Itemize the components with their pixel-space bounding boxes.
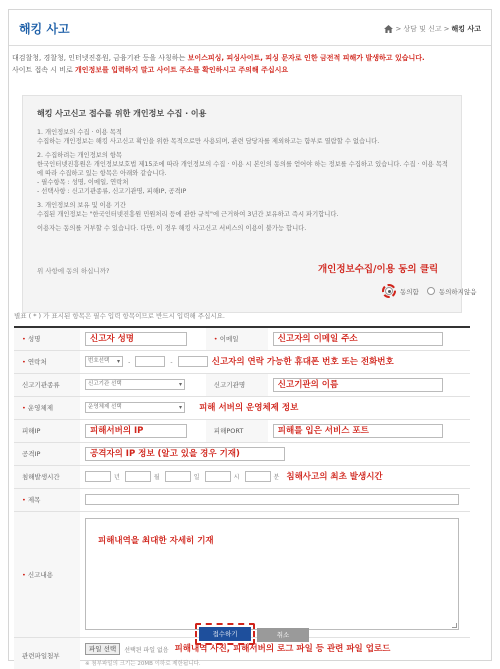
victim-ip-label: 피해IP: [14, 419, 80, 442]
phone-dash: -: [170, 358, 173, 366]
org-type-select[interactable]: 신고기관 선택 ▾: [85, 379, 185, 390]
consent-body: [37, 128, 451, 238]
warning-text: 대검찰청, 경찰청, 인터넷진흥원, 금융기관 등을 사칭하는: [12, 54, 188, 62]
name-annotation[interactable]: 신고자 성명: [85, 332, 187, 346]
victim-port-cell: [268, 419, 470, 442]
breadcrumb-sep: >: [395, 25, 402, 33]
unit-day: 일: [193, 473, 200, 481]
resize-handle[interactable]: [452, 623, 457, 628]
subject-label: • 제목: [14, 488, 80, 511]
warning-text: 사이트 접속 시 비로: [12, 66, 75, 74]
consent-item: 이용자는 동의를 거부할 수 있습니다. 다만, 이 경우 해킹 사고신고 서비스의 이용이 불가능 합니다.: [37, 225, 307, 232]
year-input[interactable]: [85, 471, 111, 482]
agree-highlight: [382, 284, 396, 298]
attack-ip-label: 공격IP: [14, 442, 80, 465]
org-type-label: 신고기관종류: [14, 373, 80, 396]
agree-radio[interactable]: [385, 287, 393, 295]
file-annotation: 피해내역 사진, 피해서버의 로그 파일 등 관련 파일 업로드: [174, 644, 391, 654]
os-cell: [80, 396, 470, 419]
phone-dash: -: [128, 358, 131, 366]
email-label: • 이메일: [206, 327, 268, 350]
warning-highlight: 보이스피싱, 피싱사이트, 피싱 문자로 인한 금전적 피해가 발생하고 있습니다.: [187, 54, 425, 62]
time-label: 침해발생시간: [14, 465, 80, 488]
victim-port-label: 피해PORT: [206, 419, 268, 442]
cancel-button[interactable]: 취소: [257, 628, 309, 642]
disagree-label[interactable]: 동의하지않음: [438, 287, 477, 296]
consent-item: 수집하는 개인정보는 해킹 사고신고 확인을 위한 목적으로만 사용되며, 관련 담당자를 제외하고는 함부로 열람할 수 없습니다.: [37, 138, 380, 145]
org-name-annotation[interactable]: 신고기관의 이름: [273, 378, 443, 392]
file-status: 선택된 파일 없음: [124, 646, 169, 654]
content-annotation: 피해내역을 최대한 자세히 기재: [94, 535, 218, 547]
os-annotation: 피해 서버의 운영체제 정보: [199, 402, 299, 413]
unit-year: 년: [114, 473, 120, 481]
os-label: • 운영체제: [14, 396, 80, 419]
time-cell: [80, 465, 470, 488]
phone-label: • 연락처: [14, 350, 80, 373]
breadcrumb-sep: >: [443, 25, 450, 33]
day-input[interactable]: [165, 471, 191, 482]
submit-highlight: [195, 623, 255, 645]
phone-prefix-select[interactable]: 번호선택 ▾: [85, 356, 123, 367]
consent-item: 한국인터넷진흥원은 개인정보보호법 제15조에 따라 개인정보의 수집 · 이용 시 본인의 동의를 얻어야 하는 정보를 수집하고 있습니다. 수집 · 이용 목적에 따라 수집하고 있는 항목은 아래와 같습니다.: [37, 161, 448, 177]
page-title: 해킹 사고: [19, 22, 70, 36]
hour-input[interactable]: [205, 471, 231, 482]
email-cell: [268, 327, 470, 350]
file-select-button[interactable]: 파일 선택: [85, 643, 120, 655]
phone-cell: [80, 350, 470, 373]
phishing-warning: [12, 52, 472, 76]
minute-input[interactable]: [245, 471, 271, 482]
disagree-radio[interactable]: [427, 287, 435, 295]
warning-highlight: 개인정보를 입력하지 말고 사이트 주소를 확인하시고 주의해 주십시요: [75, 66, 289, 74]
breadcrumb-item-current: 해킹 사고: [451, 25, 481, 33]
month-input[interactable]: [125, 471, 151, 482]
home-icon[interactable]: [384, 25, 393, 33]
consent-title: 해킹 사고신고 접수를 위한 개인정보 수집 · 이용: [37, 109, 207, 118]
consent-item: 3. 개인정보의 보유 및 이용 기간: [37, 202, 127, 209]
unit-month: 월: [153, 473, 160, 481]
phone-middle-input[interactable]: [135, 356, 165, 367]
victim-port-annotation[interactable]: 피해를 입은 서비스 포트: [273, 424, 443, 438]
subject-input[interactable]: [85, 494, 459, 505]
org-name-cell: [268, 373, 470, 396]
agree-label[interactable]: 동의함: [400, 287, 419, 296]
report-form: [14, 326, 470, 669]
consent-question: 위 사항에 동의 하십니까?: [37, 267, 110, 275]
phone-annotation: 신고자의 연락 가능한 휴대폰 번호 또는 전화번호: [211, 356, 394, 367]
consent-item: - 선택사항 : 신고기관종류, 신고기관명, 피해IP, 공격IP: [37, 188, 187, 195]
form-row: [14, 488, 470, 511]
org-type-cell: [80, 373, 206, 396]
content-label: • 신고내용: [14, 511, 80, 637]
consent-radio-group: [382, 284, 477, 298]
org-name-label: 신고기관명: [206, 373, 268, 396]
victim-ip-annotation[interactable]: 피해서버의 IP: [85, 424, 187, 438]
attack-ip-cell: [80, 442, 470, 465]
unit-minute: 분: [273, 473, 280, 481]
form-row: [14, 442, 470, 465]
name-cell: [80, 327, 206, 350]
form-row: [14, 419, 470, 442]
privacy-consent-box: [22, 95, 462, 313]
victim-ip-cell: [80, 419, 206, 442]
content-cell: [80, 511, 470, 637]
breadcrumb-item-consult[interactable]: 상담 및 신고: [403, 25, 442, 33]
content-textarea[interactable]: [85, 518, 459, 630]
form-row: [14, 511, 470, 637]
file-label: 관련파일첨부: [14, 637, 80, 669]
page-header: [9, 10, 491, 46]
email-annotation[interactable]: 신고자의 이메일 주소: [273, 332, 443, 346]
form-row: [14, 350, 470, 373]
consent-item: - 필수항목 : 성명, 이메일, 연락처: [37, 179, 129, 186]
form-row: [14, 465, 470, 488]
attack-ip-annotation[interactable]: 공격자의 IP 정보 (알고 있을 경우 기재): [85, 447, 285, 461]
form-row: [14, 327, 470, 350]
os-select[interactable]: 운영체제 선택 ▾: [85, 402, 185, 413]
consent-item: 1. 개인정보의 수집 · 이용 목적: [37, 129, 122, 136]
consent-item: 수집된 개인정보는 "한국인터넷진흥원 민원처리 등에 관한 규칙"에 근거하여 3년간 보유하고 즉시 파기합니다.: [37, 211, 339, 218]
name-label: • 성명: [14, 327, 80, 350]
unit-hour: 시: [233, 473, 240, 481]
time-annotation: 침해사고의 최초 발생시간: [286, 471, 383, 482]
form-row: [14, 396, 470, 419]
file-size-note: ※ 첨부파일의 크기는 20MB 이하로 제한됩니다.: [85, 661, 201, 667]
form-row: [14, 373, 470, 396]
submit-button[interactable]: 접수하기: [199, 627, 251, 641]
consent-annotation: 개인정보수집/이용 동의 클릭: [318, 264, 439, 275]
phone-last-input[interactable]: [178, 356, 208, 367]
subject-cell: [80, 488, 470, 511]
consent-item: 2. 수집하려는 개인정보의 항목: [37, 152, 123, 159]
required-note: 별표 ( * ) 가 표시된 항목은 필수 입력 항목이므로 반드시 입력해 주십시요.: [14, 312, 225, 320]
breadcrumb: [384, 24, 481, 34]
